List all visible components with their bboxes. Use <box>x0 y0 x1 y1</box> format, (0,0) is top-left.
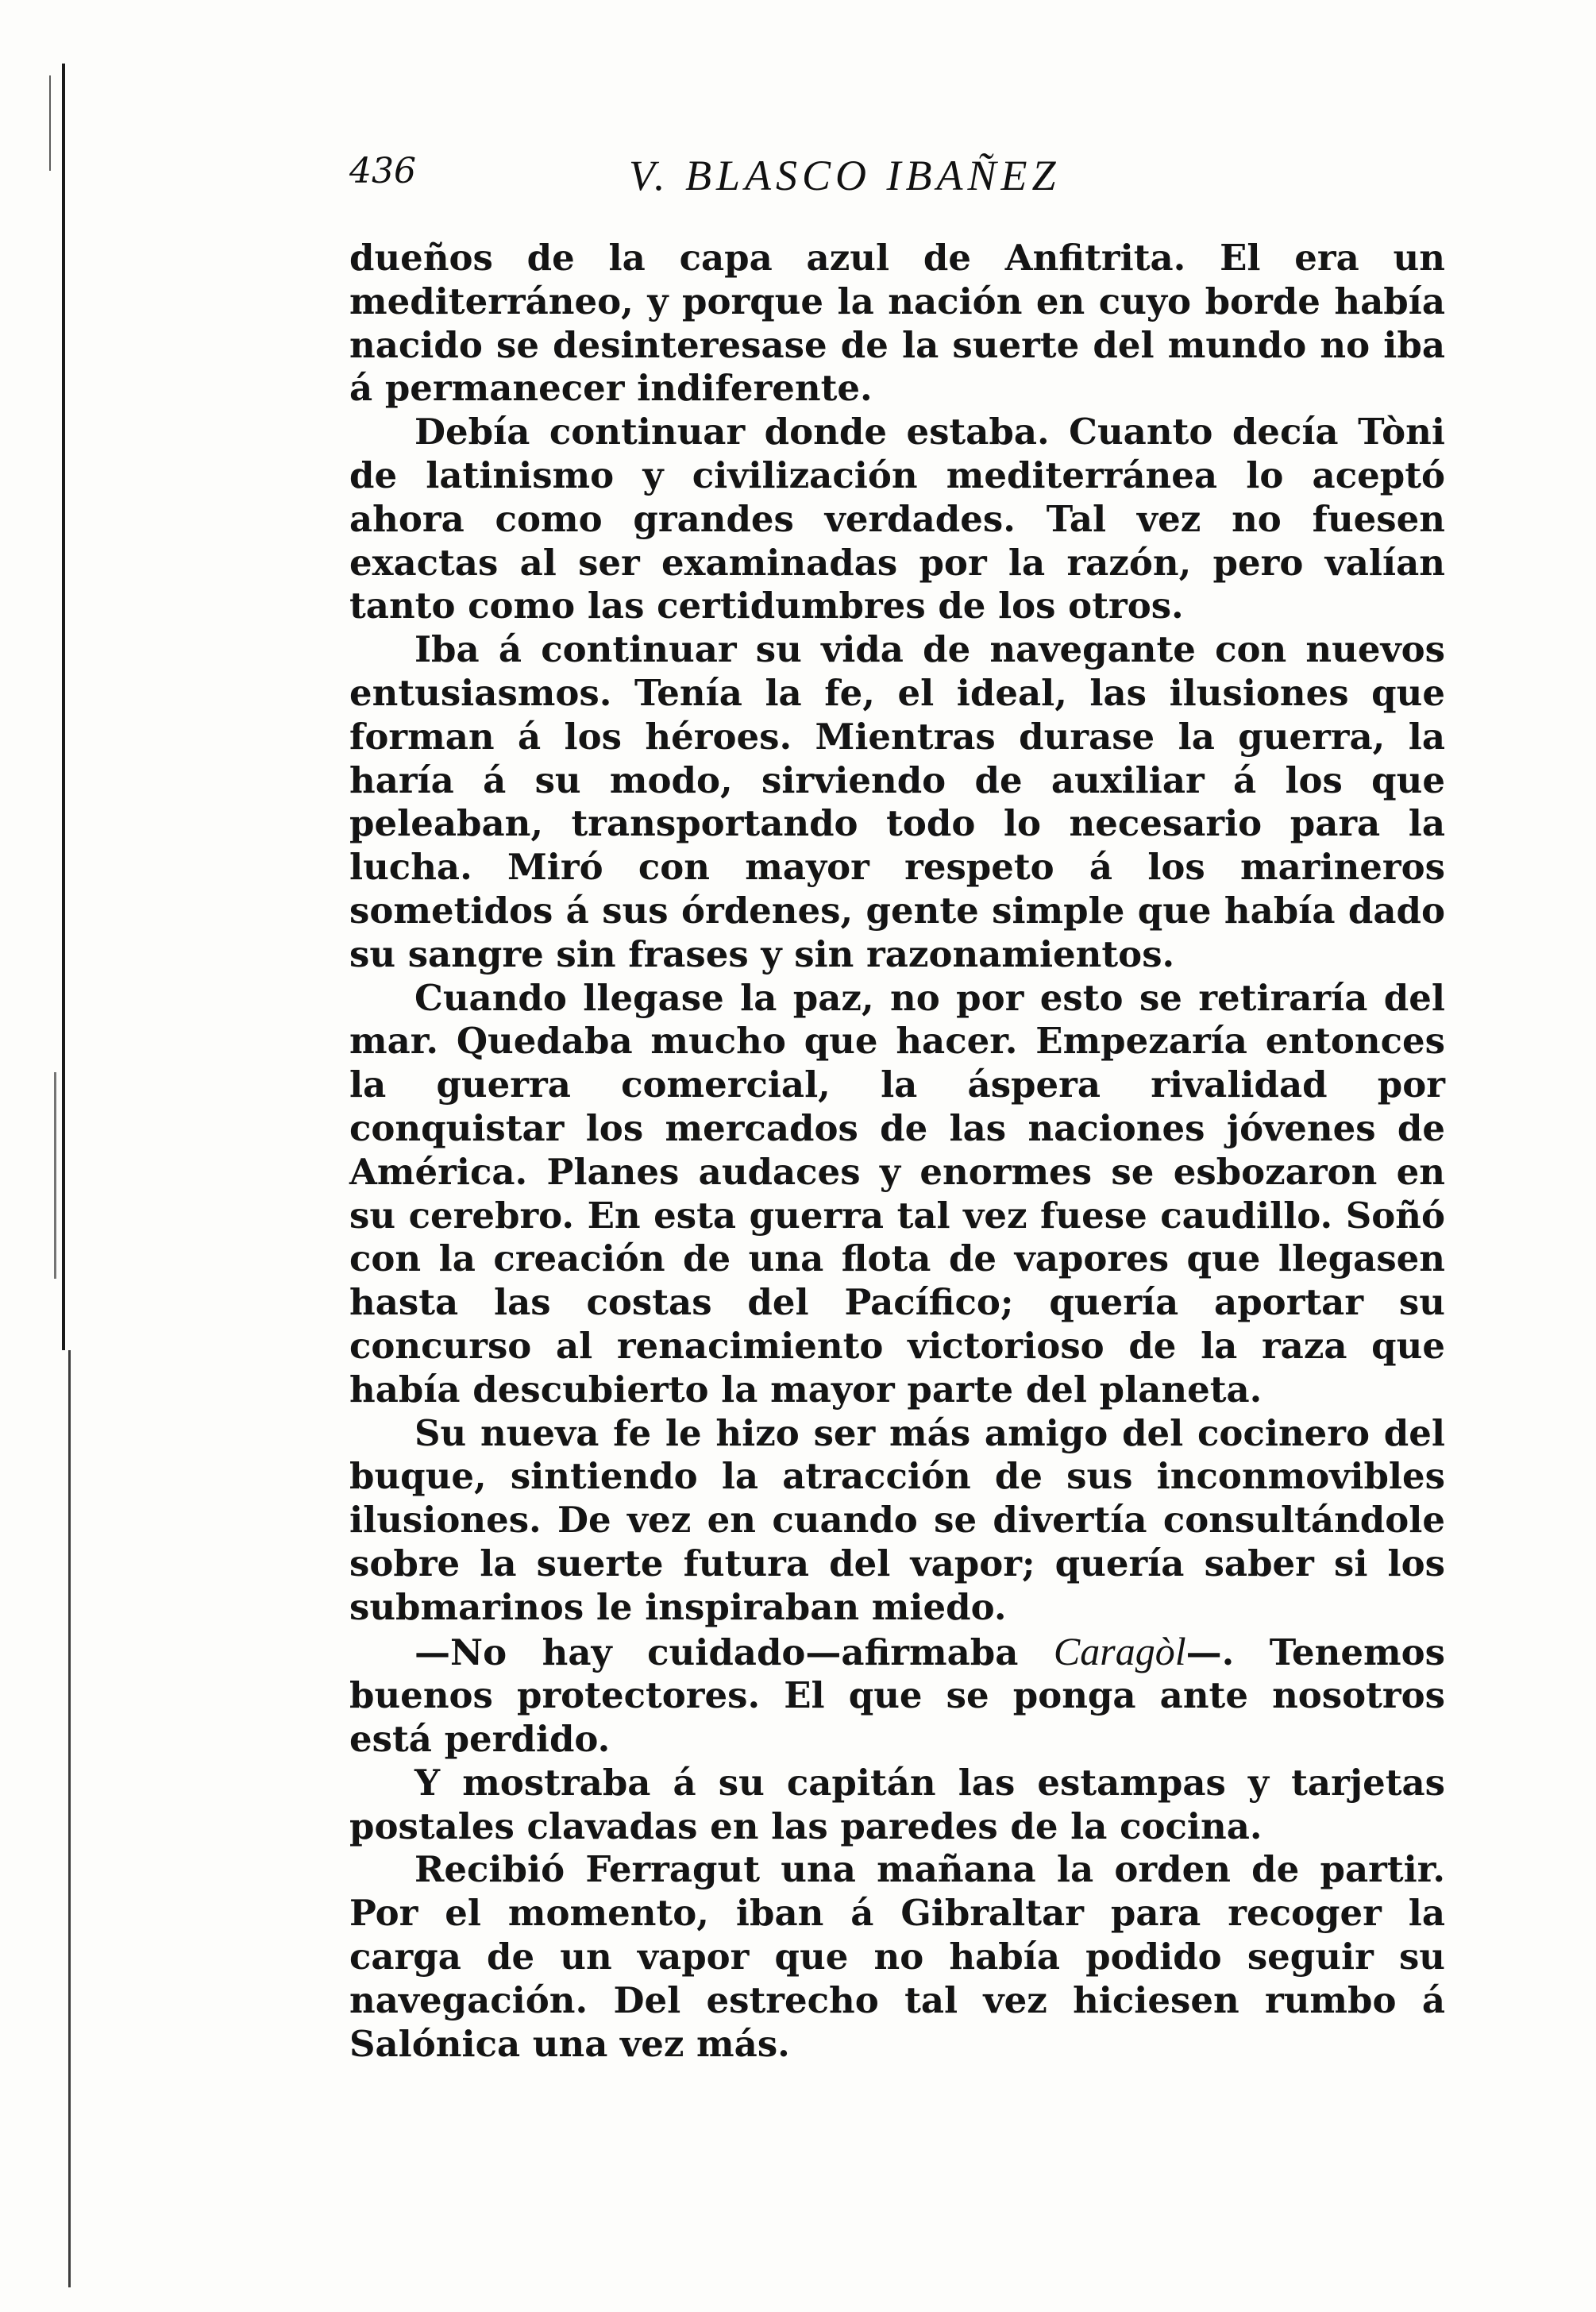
paragraph: Y mostraba á su capitán las estampas y tarjetas postales clavadas en las paredes de la cocina. <box>349 1761 1445 1847</box>
binding-edge-line <box>62 64 65 1350</box>
binding-edge-line <box>49 75 51 171</box>
binding-edge-line <box>54 1072 56 1279</box>
paragraph: Iba á continuar su vida de navegante con nuevos entusiasmos. Tenía la fe, el ideal, las ilusiones que forman á los héroes. Mientras durase la guerra, la haría á su modo, sirviendo de auxiliar á los que peleaban, transportando todo lo necesario para la lucha. Miró con mayor respeto á los marineros sometidos á sus órdenes, gente simple que había dado su sangre sin frases y sin razonamientos. <box>349 628 1445 975</box>
page-number: 436 <box>349 151 416 191</box>
character-name: Caragòl <box>1053 1628 1186 1673</box>
running-head: V. BLASCO IBAÑEZ <box>629 152 1061 199</box>
page-header <box>349 151 1461 206</box>
dialogue-text: —. Tenemos buenos protectores. El que se ponga ante nosotros está perdido. <box>349 1631 1445 1761</box>
body-text <box>349 237 1445 2066</box>
paragraph: Su nueva fe le hizo ser más amigo del cocinero del buque, sintiendo la atracción de sus inconmovibles ilusiones. De vez en cuando se divertía consultándole sobre la suerte futura del vapor; quería saber si los submarinos le inspiraban miedo. <box>349 1411 1445 1628</box>
binding-edge-line <box>68 1350 71 2287</box>
paragraph: Recibió Ferragut una mañana la orden de partir. Por el momento, iban á Gibraltar para recoger la carga de un vapor que no había podido seguir su navegación. Del estrecho tal vez hiciesen rumbo á Salónica una vez más. <box>349 1848 1445 2065</box>
dialogue-paragraph <box>349 1630 1445 1762</box>
paragraph: dueños de la capa azul de Anfitrita. El era un mediterráneo, y porque la nación en cuyo borde había nacido se desinteresase de la suerte del mundo no iba á permanecer indiferente. <box>349 237 1445 410</box>
dialogue-text: —No hay cuidado—afirmaba <box>414 1631 1054 1673</box>
paragraph: Cuando llegase la paz, no por esto se retiraría del mar. Quedaba mucho que hacer. Empezaría entonces la guerra comercial, la áspera rivalidad por conquistar los mercados de las naciones jóvenes de América. Planes audaces y enormes se esbozaron en su cerebro. En esta guerra tal vez fuese caudillo. Soñó con la creación de una flota de vapores que llegasen hasta las costas del Pacífico; quería aportar su concurso al renacimiento victorioso de la raza que había descubierto la mayor parte del planeta. <box>349 976 1445 1411</box>
paragraph: Debía continuar donde estaba. Cuanto decía Tòni de latinismo y civilización mediterránea lo aceptó ahora como grandes verdades. Tal vez no fuesen exactas al ser examinadas por la razón, pero valían tanto como las certidumbres de los otros. <box>349 411 1445 627</box>
